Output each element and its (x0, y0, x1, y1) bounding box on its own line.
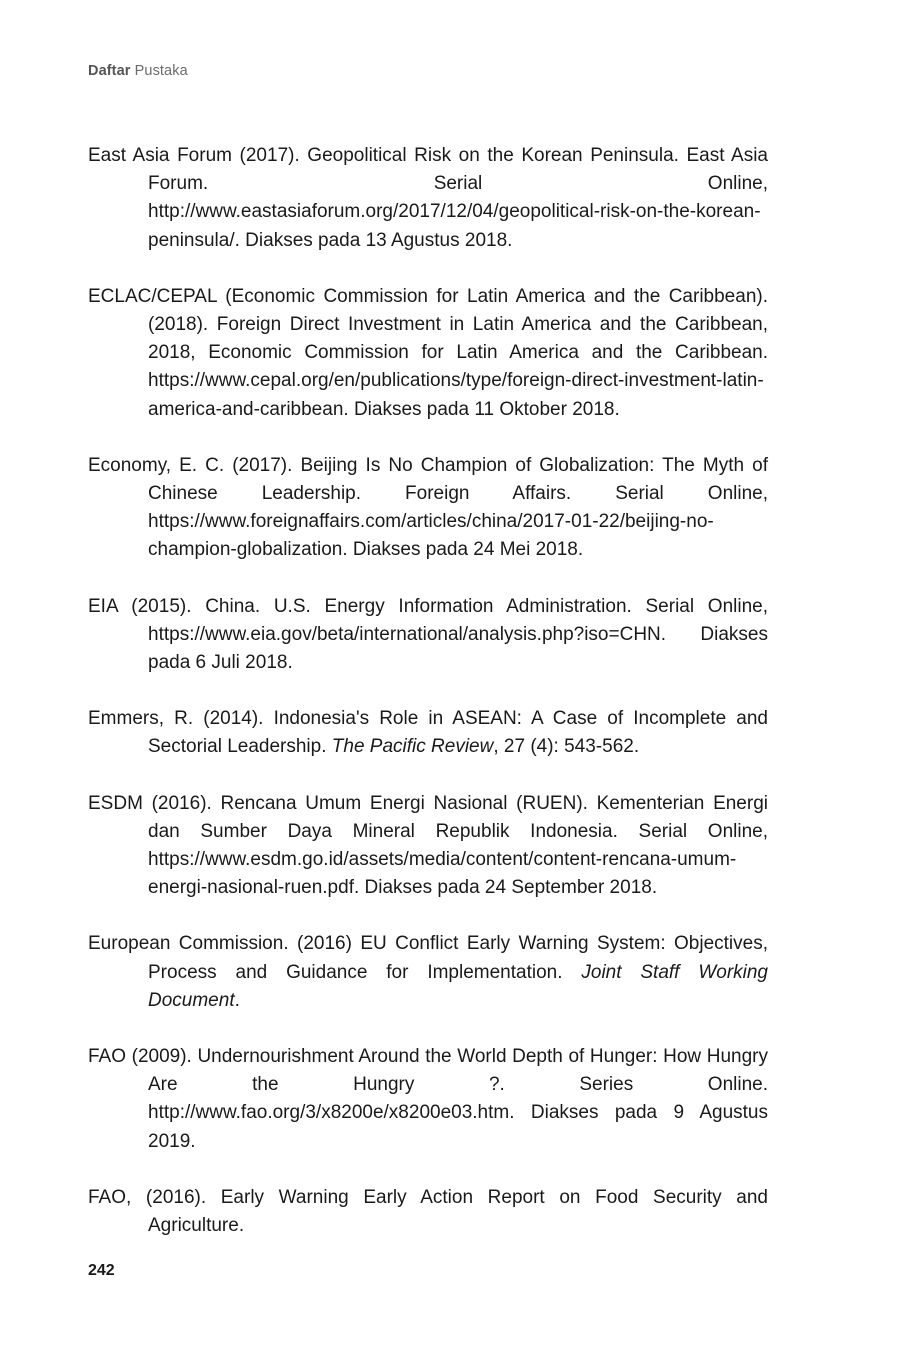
reference-entry (88, 593, 768, 678)
reference-text: FAO (2009). Undernourishment Around the World Depth of Hunger: How Hungry Are the Hungry ?. Series Online. http://www.fao.org/3/x8200e/x8200e03.htm. Diakses pada 9 Agustus 2019. (88, 1046, 768, 1152)
running-header (88, 63, 188, 79)
reference-text: ESDM (2016). Rencana Umum Energi Nasional (RUEN). Kementerian Energi dan Sumber Daya Mineral Republik Indonesia. Serial Online, https://www.esdm.go.id/assets/media/content/content-rencana-umum-energi-nasional-ruen.pdf. Diakses pada 24 September 2018. (88, 792, 768, 899)
page-number: 242 (88, 1262, 115, 1279)
running-header-title: Pustaka (134, 63, 188, 79)
reference-text-tail: , 27 (4): 543-562. (493, 736, 640, 758)
running-header-section: Daftar (88, 63, 131, 79)
reference-entry (88, 1184, 768, 1240)
reference-text: East Asia Forum (2017). Geopolitical Risk on the Korean Peninsula. East Asia Forum. Serial Online, http://www.eastasiaforum.org/2017/12/04/geopolitical-risk-on-the-korean-peninsula/. Diakses pada 13 Agustus 2018. (88, 145, 768, 251)
reference-text: ECLAC/CEPAL (Economic Commission for Latin America and the Caribbean). (2018). Foreign Direct Investment in Latin America and the Caribbean, 2018, Economic Commission for Latin America and the Caribbean. https://www.cepal.org/en/publications/type/foreign-direct-investment-latin-america-and-caribbean. Diakses pada 11 Oktober 2018. (88, 285, 768, 420)
reference-entry (88, 452, 768, 565)
reference-list (88, 142, 768, 1268)
reference-entry (88, 283, 768, 424)
reference-text: Emmers, R. (2014). Indonesia's Role in ASEAN: A Case of Incomplete and Sectorial Leadership. (88, 708, 768, 758)
reference-entry (88, 142, 768, 255)
reference-text-tail: . (234, 989, 240, 1011)
reference-text: European Commission. (2016) EU Conflict Early Warning System: Objectives, Process and Guidance for Implementation. (88, 933, 768, 983)
reference-journal-title: The Pacific Review (331, 736, 494, 758)
reference-entry (88, 930, 768, 1015)
reference-document-title: Joint Staff Working Document (148, 961, 769, 1011)
reference-entry (88, 705, 768, 761)
reference-entry (88, 790, 768, 903)
reference-text: FAO, (2016). Early Warning Early Action Report on Food Security and Agriculture. (88, 1186, 768, 1237)
reference-text: Economy, E. C. (2017). Beijing Is No Champion of Globalization: The Myth of Chinese Leadership. Foreign Affairs. Serial Online, https://www.foreignaffairs.com/articles/china/2017-01-22/beijing-no-champion-globalization. Diakses pada 24 Mei 2018. (88, 454, 768, 561)
reference-entry (88, 1043, 768, 1156)
reference-text: EIA (2015). China. U.S. Energy Information Administration. Serial Online, https://www.eia.gov/beta/international/analysis.php?iso=CHN. Diakses pada 6 Juli 2018. (88, 595, 768, 674)
